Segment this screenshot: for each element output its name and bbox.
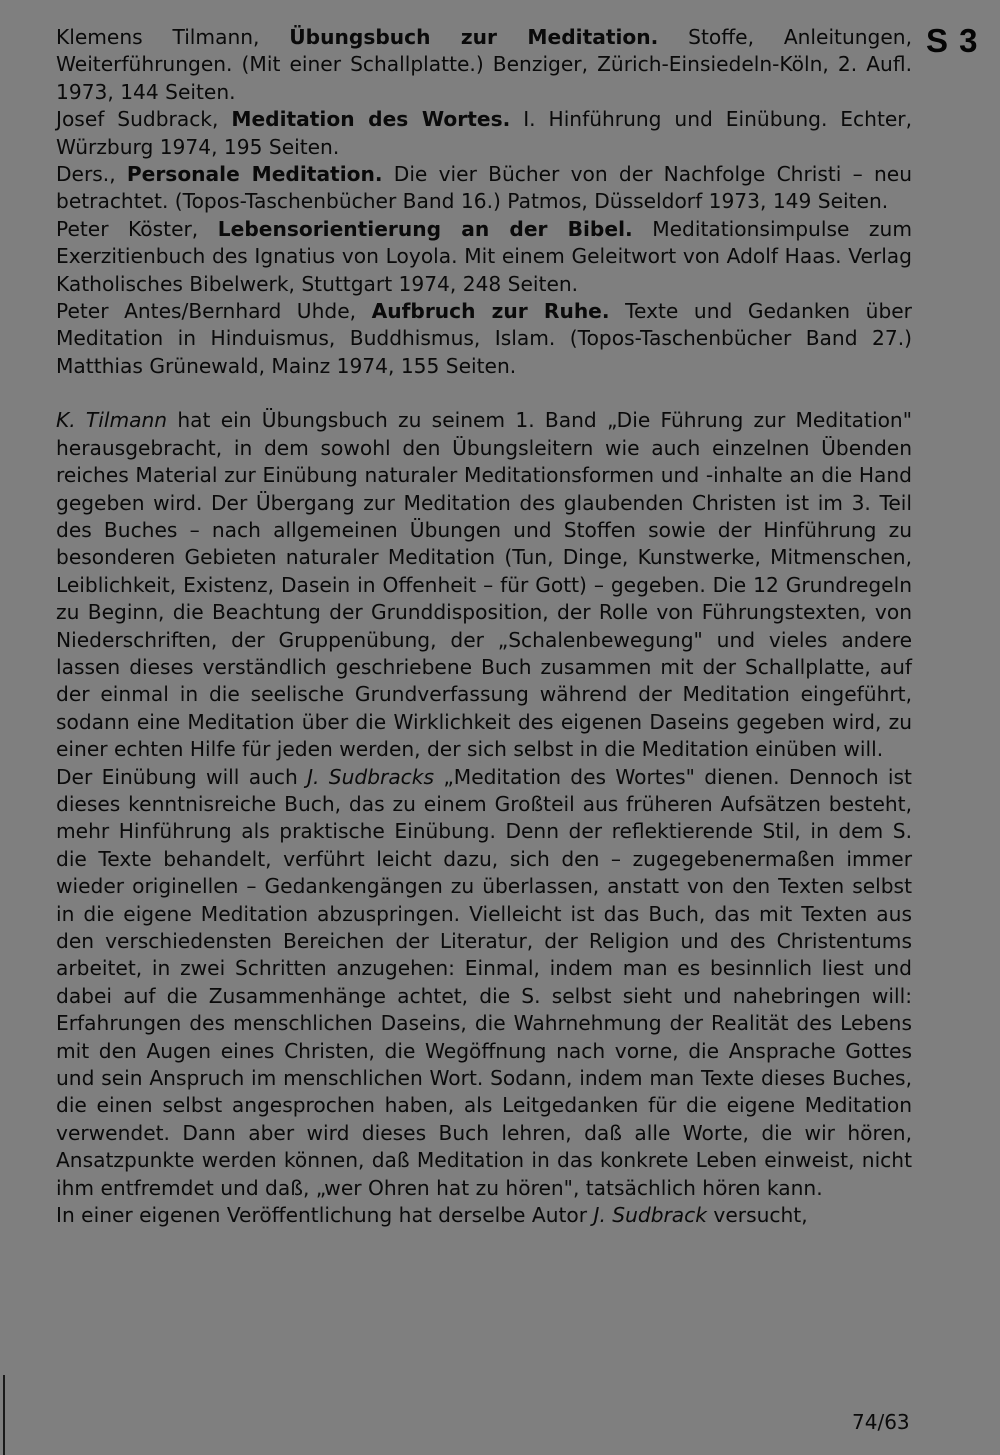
reference-title: Aufbruch zur Ruhe. [371, 299, 610, 324]
reference-author: Josef Sudbrack, [56, 107, 219, 132]
reference-author: Peter Köster, [56, 216, 199, 241]
paragraph-lead: In einer eigenen Veröffentlichung hat derselbe Autor [56, 1203, 588, 1228]
paragraph-lead: Der Einübung will auch [56, 764, 298, 789]
reviewed-author: J. Sudbrack [593, 1203, 707, 1228]
reference-list [56, 24, 912, 380]
paragraph-text: hat ein Übungsbuch zu seinem 1. Band „Die Führung zur Meditation" herausgebracht, in dem sowohl den Übungsleitern wie auch einzelnen Übenden reiches Material zur Einübung naturaler Meditationsformen und -inhalte an die Hand gegeben wird. Der Übergang zur Meditation des glaubenden Christen ist im 3. Teil des Buches – nach allgemeinen Übungen und Stoffen sowie der Hinführung zu besonderen Gebieten naturaler Meditation (Tun, Dinge, Kunstwerke, Mitmenschen, Leiblichkeit, Existenz, Dasein in Offenheit – für Gott) – gegeben. Die 12 Grundregeln zu Beginn, die Beachtung der Grunddisposition, der Rolle von Führungstexten, von Niederschriften, der Gruppenübung, der „Schalenbewegung" und vieles andere lassen dieses verständlich geschriebene Buch zusammen mit der Schallplatte, auf der einmal in die seelische Grundverfassung während der Meditation eingeführt, sodann eine Meditation über die Wirklichkeit des eigenen Daseins gegeben wird, zu einer echten Hilfe für jeden werden, der sich selbst in die Meditation einüben will. [56, 408, 913, 762]
review-paragraph [56, 407, 912, 763]
reference-details: Die vier Bücher von der Nachfolge Christi – neu betrachtet. (Topos-Taschenbücher Band 16.) Patmos, Düsseldorf 1973, 149 Seiten. [56, 162, 912, 214]
reference-details: I. Hinführung und Einübung. Echter, Würzburg 1974, 195 Seiten. [56, 107, 913, 159]
reference-title: Lebensorientierung an der Bibel. [217, 216, 633, 241]
section-mark: S 3 [926, 22, 979, 59]
paragraph-text: versucht, [713, 1203, 808, 1228]
reviewed-author: K. Tilmann [56, 408, 168, 433]
paragraph-text: „Meditation des Wortes" dienen. Dennoch ist dieses kenntnisreiche Buch, das zu einem Großteil aus früheren Aufsätzen besteht, mehr Hinführung als praktische Einübung. Denn der reflektierende Stil, in dem S. die Texte behandelt, verführt leicht dazu, sich den – zugegebenermaßen immer wieder originellen – Gedankengängen zu überlassen, anstatt von den Texten selbst in die eigene Meditation abzuspringen. Vielleicht ist das Buch, das mit Texten aus den verschiedensten Bereichen der Literatur, der Religion und des Christentums arbeitet, in zwei Schritten anzugehen: Einmal, indem man es besinnlich liest und dabei auf die Zusammenhänge achtet, die S. selbst sieht und nahebringen will: Erfahrungen des menschlichen Daseins, die Wahrnehmung der Realität des Lebens mit den Augen eines Christen, die Wegöffnung nach vorne, die Ansprache Gottes und sein Anspruch im menschlichen Wort. Sodann, indem man Texte dieses Buches, die einen selbst angesprochen haben, als Leitgedanken für die eigene Meditation verwendet. Dann aber wird dieses Buch lehren, daß alle Worte, die wir hören, Ansatzpunkte werden können, daß Meditation in das konkrete Leben einweist, nicht ihm entfremdet und daß, „wer Ohren hat zu hören", tatsächlich hören kann. [56, 764, 912, 1200]
review-paragraph [56, 1202, 912, 1229]
reference-author: Ders., [56, 162, 116, 187]
reference-title: Übungsbuch zur Meditation. [289, 25, 659, 49]
reference-entry [56, 161, 912, 216]
reference-author: Klemens Tilmann, [56, 25, 260, 49]
reference-details: Texte und Gedanken über Meditation in Hinduismus, Buddhismus, Islam. (Topos-Taschenbücher Band 27.) Matthias Grünewald, Mainz 1974, 155 Seiten. [56, 299, 912, 378]
page-content [56, 24, 912, 1229]
reference-details: Stoffe, Anleitungen, Weiterführungen. (Mit einer Schallplatte.) Benziger, Zürich-Einsiedeln-Köln, 2. Aufl. 1973, 144 Seiten. [56, 25, 913, 104]
review-text [56, 407, 912, 1229]
reference-title: Meditation des Wortes. [231, 107, 511, 132]
scan-edge-mark [3, 1375, 5, 1455]
reviewed-author: J. Sudbracks [307, 764, 434, 789]
reference-entry [56, 216, 912, 298]
reference-author: Peter Antes/Bernhard Uhde, [56, 299, 357, 324]
reference-entry [56, 298, 912, 380]
reference-details: Meditationsimpulse zum Exerzitienbuch des Ignatius von Loyola. Mit einem Geleitwort von Adolf Haas. Verlag Katholisches Bibelwerk, Stuttgart 1974, 248 Seiten. [56, 216, 912, 296]
reference-entry [56, 106, 912, 161]
reference-title: Personale Meditation. [126, 162, 383, 187]
page-number: 74/63 [852, 1410, 910, 1434]
review-paragraph [56, 764, 912, 1203]
reference-entry [56, 24, 912, 106]
